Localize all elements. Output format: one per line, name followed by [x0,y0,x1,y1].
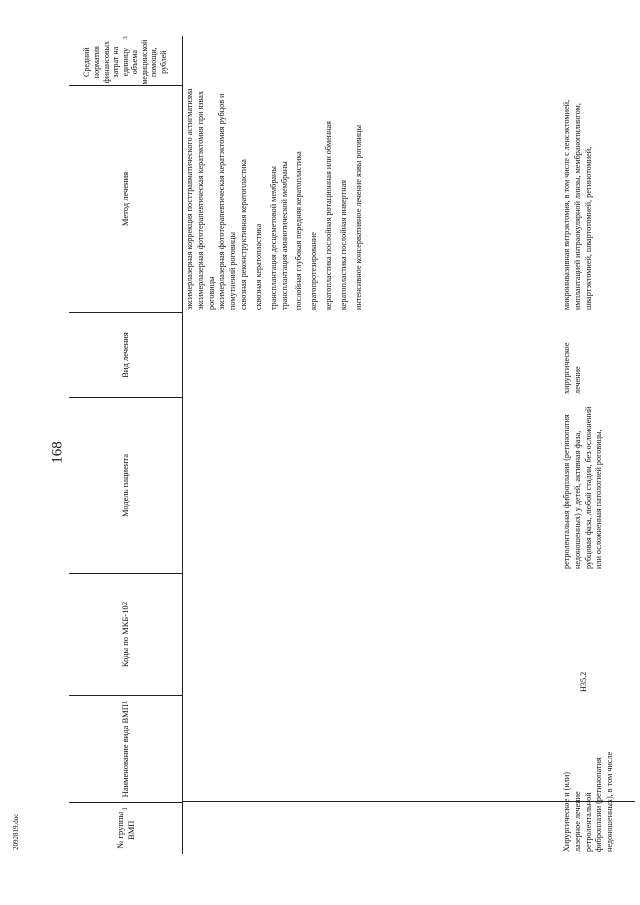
header-vmp-name [69,695,182,802]
methods-list [185,88,365,310]
method-item: эксимерлазерная коррекция посттравматического астигматизма [185,88,194,310]
row-method: микроинвазивная витрэктомия, в том числе с ленсэктомией, имплантацией интраокулярной линзы, мембранопилингом, швартэктомией, швартотомией, ретинотомией, [562,99,593,310]
header-method-text: Метод лечения [120,171,131,227]
header-treatment-type [69,312,182,397]
header-group-no [69,802,182,854]
page-number: 168 [49,441,66,464]
method-item: кератопротезирование [309,232,319,310]
method-item: эксимерлазерная фототерапевтическая кератэктомия рубцов и помутнений роговицы [217,93,238,310]
header-method [69,85,182,312]
method-item: послойная глубокая передняя кератопластика [294,151,304,310]
row-patient-model: ретролентальная фиброплазия (ретинопатия недоношенных) у детей, активная фаза, рубцовая фаза, любой стадии, без осложнений или осложненная патологией роговицы, [562,406,604,569]
header-treatment-type-text: Вид лечения [120,332,131,378]
header-group-no-sup: 1 [121,807,130,811]
row-icd-code: H35.2 [579,671,588,692]
method-item: трансплантация амниотической мембраны [279,161,289,310]
header-norm-cost [69,36,182,85]
header-vmp-name-text: Наименование вида ВМП [120,704,131,798]
method-item: интенсивное консервативное лечение язвы роговицы [353,125,363,310]
header-icd-codes [69,573,182,695]
method-item: трансплантация десцеметовой мембраны [268,166,278,310]
header-vmp-name-sup: 1 [121,700,130,705]
row-treatment-type: хирургическое лечение [562,342,582,394]
header-norm-cost-text: Средний норматив финансовых затрат на единицу объема медицинской помощи, рублей [82,39,169,85]
header-group-no-text: № группы ВМП [115,811,136,849]
header-icd-codes-sup: 2 [121,601,130,606]
header-norm-cost-sup: 3 [121,36,129,40]
method-item: сквозная реконструктивная кератопластика [239,159,249,310]
method-item: кератопластика послойная инвертная [338,180,348,310]
document-id: 2092819.doc [12,813,20,850]
method-item: кератопластика послойная ротационная или обменная [324,121,334,310]
header-patient-model [69,397,182,573]
method-item: эксимерлазерная фототерапевтическая кератэктомия при язвах роговицы [195,91,216,310]
rotated-table [69,36,635,854]
table-header [69,36,183,854]
header-patient-model-text: Модель пациента [120,453,131,518]
method-item: сквозная кератопластика [253,223,263,310]
row-vmp-name: Хирургическое и (или) лазерное лечение ретролентальной фиброплазии (ретинопатия недоношенных), в том числе [562,751,615,852]
header-icd-codes-text: Коды по МКБ-10 [120,605,131,668]
